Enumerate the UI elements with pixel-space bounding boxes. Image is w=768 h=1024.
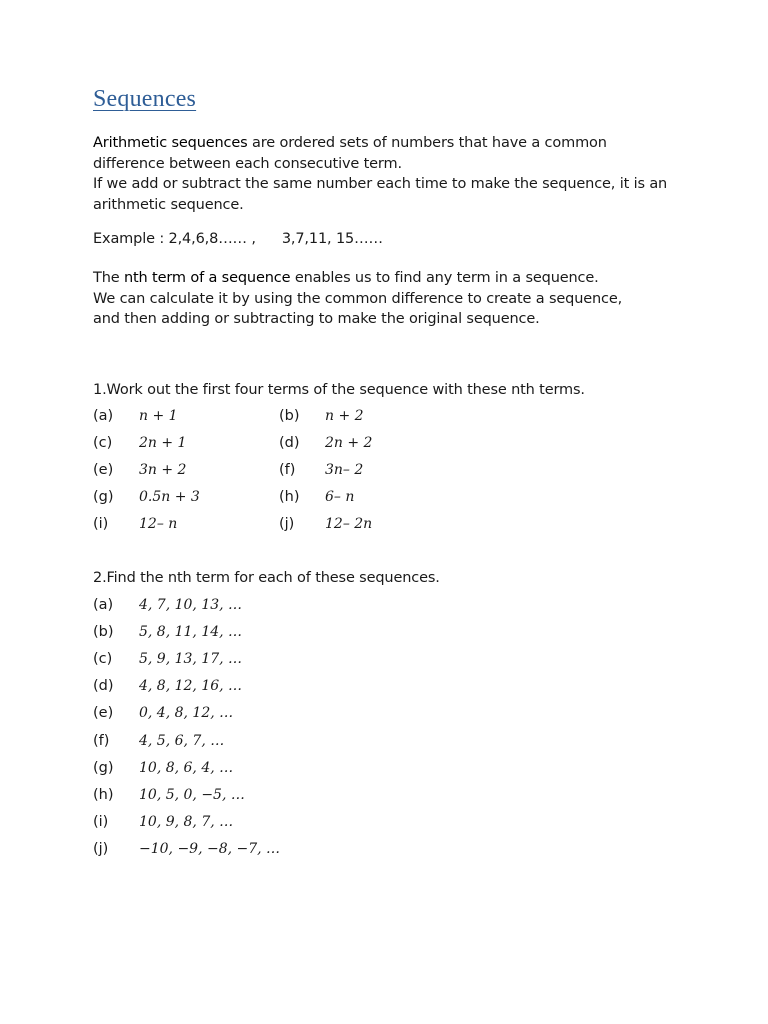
intro-line-2: difference between each consecutive term. [93, 155, 402, 172]
item-label: (c) [93, 435, 113, 451]
item-sequence: 5, 8, 11, 14, … [139, 624, 243, 640]
item-label: (j) [279, 516, 295, 532]
item-label: (h) [279, 489, 300, 505]
nth-line-1 [93, 268, 693, 289]
item-expression: n + 2 [325, 408, 364, 424]
item-label: (b) [93, 624, 114, 640]
nth-line-1-rest: enables us to find any term in a sequence. [290, 270, 599, 286]
item-label: (i) [93, 516, 109, 532]
item-expression: 6– n [325, 489, 355, 505]
item-sequence: 4, 8, 12, 16, … [139, 678, 243, 694]
item-expression: n + 1 [139, 408, 178, 424]
nth-paragraph [93, 268, 693, 330]
item-expression: 12– 2n [325, 516, 373, 532]
intro-paragraph [93, 133, 693, 216]
item-sequence: 10, 9, 8, 7, … [139, 814, 234, 830]
item-sequence: 10, 8, 6, 4, … [139, 760, 234, 776]
item-label: (a) [93, 597, 114, 613]
item-label: (d) [93, 678, 114, 694]
item-expression: 2n + 1 [139, 435, 187, 451]
item-sequence: −10, −9, −8, −7, … [139, 841, 281, 857]
item-label: (i) [93, 814, 109, 830]
item-sequence: 4, 5, 6, 7, … [139, 733, 225, 749]
item-label: (g) [93, 760, 114, 776]
item-label: (c) [93, 651, 113, 667]
item-label: (e) [93, 705, 114, 721]
item-label: (j) [93, 841, 109, 857]
question-2-heading: 2.Find the nth term for each of these sequences. [93, 570, 440, 586]
item-label: (b) [279, 408, 300, 424]
example-second: 3,7,11, 15…… [281, 231, 383, 247]
nth-highlight: nth term of a sequence [123, 270, 291, 286]
item-sequence: 5, 9, 13, 17, … [139, 651, 243, 667]
item-label: (h) [93, 787, 114, 803]
item-expression: 3n– 2 [325, 462, 364, 478]
nth-line-3: and then adding or subtracting to make the original sequence. [93, 311, 540, 328]
item-expression: 2n + 2 [325, 435, 373, 451]
item-label: (g) [93, 489, 114, 505]
intro-highlight: Arithmetic sequences [93, 135, 248, 151]
item-label: (d) [279, 435, 300, 451]
item-expression: 12– n [139, 516, 178, 532]
intro-line-1-rest: are ordered sets of numbers that have a common [247, 135, 607, 151]
intro-line-1 [93, 133, 693, 154]
example-label: Example : 2,4,6,8…… , [93, 231, 256, 247]
item-label: (f) [93, 733, 110, 749]
item-label: (a) [93, 408, 114, 424]
nth-line-2: We can calculate it by using the common difference to create a sequence, [93, 290, 623, 307]
item-expression: 0.5n + 3 [139, 489, 200, 505]
example-line [93, 231, 383, 247]
question-1-heading: 1.Work out the first four terms of the sequence with these nth terms. [93, 382, 585, 398]
item-sequence: 4, 7, 10, 13, … [139, 597, 243, 613]
item-label: (f) [279, 462, 296, 478]
page-title: Sequences [93, 86, 197, 112]
intro-line-3: If we add or subtract the same number each time to make the sequence, it is an [93, 176, 668, 193]
item-sequence: 0, 4, 8, 12, … [139, 705, 234, 721]
nth-prefix: The [93, 270, 124, 286]
item-expression: 3n + 2 [139, 462, 187, 478]
item-label: (e) [93, 462, 114, 478]
item-sequence: 10, 5, 0, −5, … [139, 787, 245, 803]
intro-line-4: arithmetic sequence. [93, 197, 244, 214]
